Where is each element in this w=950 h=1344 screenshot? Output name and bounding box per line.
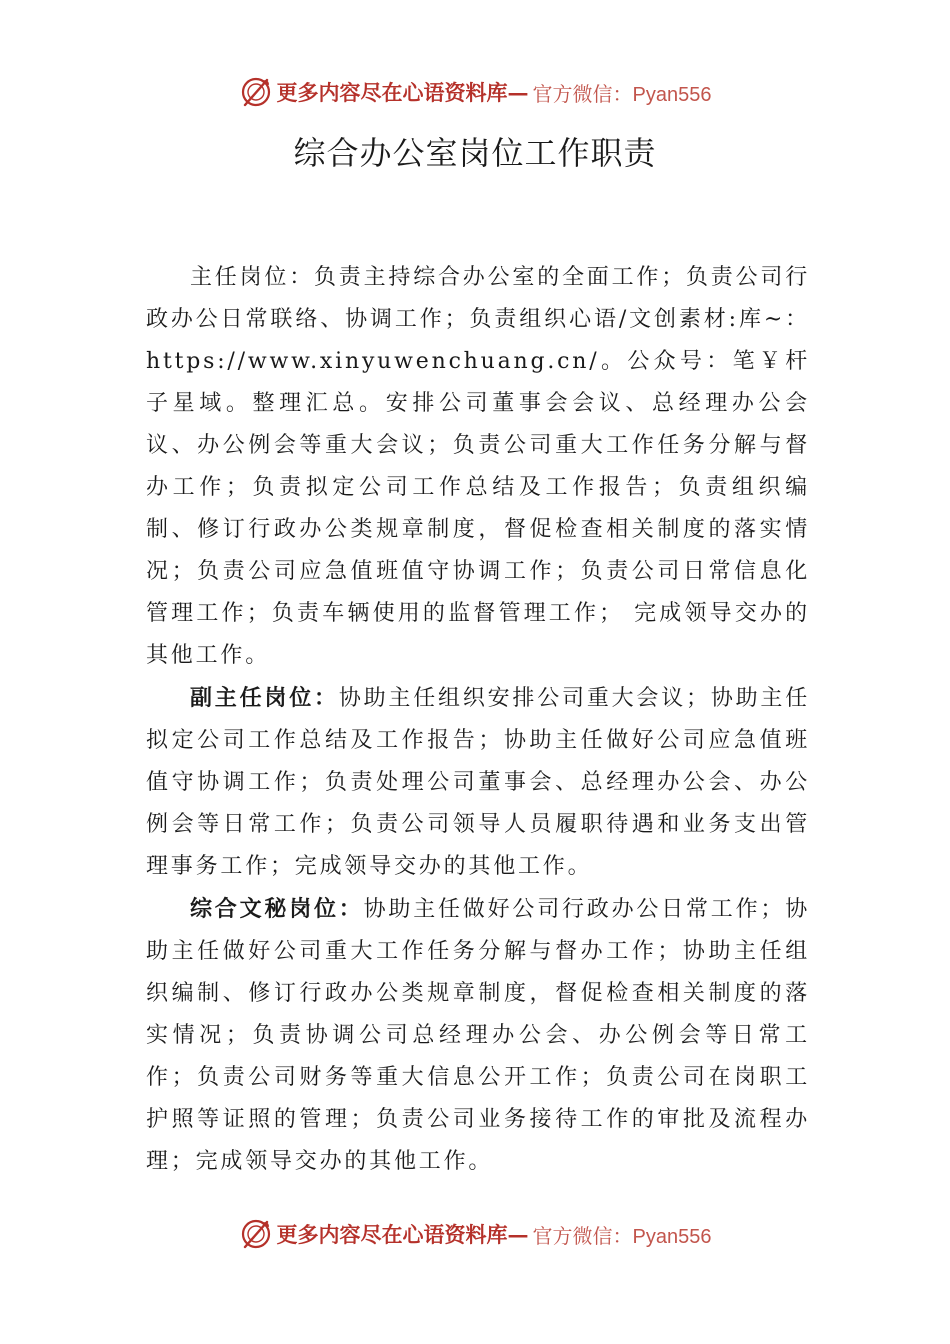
document-body [146,256,810,1183]
paragraph-text: 主任岗位：负责主持综合办公室的全面工作；负责公司行政办公日常联络、协调工作；负责组织心语/文创素材:库~：https://www.xinyuwenchuang.cn/。公众号：笔￥杆子星域。整理汇总。安排公司董事会会议、总经理办公会议、办公例会等重大会议；负责公司重大工作任务分解与督办工作；负责拟定公司工作总结及工作报告；负责组织编制、修订行政办公类规章制度，督促检查相关制度的落实情况；负责公司应急值班值守协调工作；负责公司日常信息化管理工作；负责车辆使用的监督管理工作； 完成领导交办的其他工作。 [146,265,811,668]
watermark-text: 更多内容尽在心语资料库— [276,80,529,105]
document-title: 综合办公室岗位工作职责 [293,134,657,172]
watermark-contact: 官方微信：Pyan556 [532,83,712,106]
quill-seal-icon [239,1217,273,1251]
watermark-text: 更多内容尽在心语资料库— [276,1222,529,1247]
quill-seal-icon [239,75,273,109]
paragraph-label: 副主任岗位： [190,685,339,711]
watermark-contact: 官方微信：Pyan556 [532,1225,712,1248]
paragraph-deputy-director [146,677,810,888]
paragraph-secretary [146,888,810,1183]
paragraph-label: 综合文秘岗位： [190,896,364,922]
paragraph-director [146,256,810,677]
paragraph-text: 协助主任组织安排公司重大会议；协助主任拟定公司工作总结及工作报告；协助主任做好公司应急值班值守协调工作；负责处理公司董事会、总经理办公会、办公例会等日常工作；负责公司领导人员履职待遇和业务支出管理事务工作；完成领导交办的其他工作。 [146,686,811,879]
watermark-banner-top [0,72,950,112]
watermark-banner-bottom [0,1214,950,1254]
paragraph-text: 协助主任做好公司行政办公日常工作；协助主任做好公司重大工作任务分解与督办工作；协助主任组织编制、修订行政办公类规章制度，督促检查相关制度的落实情况；负责协调公司总经理办公会、办公例会等日常工作；负责公司财务等重大信息公开工作；负责公司在岗职工护照等证照的管理；负责公司业务接待工作的审批及流程办理；完成领导交办的其他工作。 [146,897,811,1174]
